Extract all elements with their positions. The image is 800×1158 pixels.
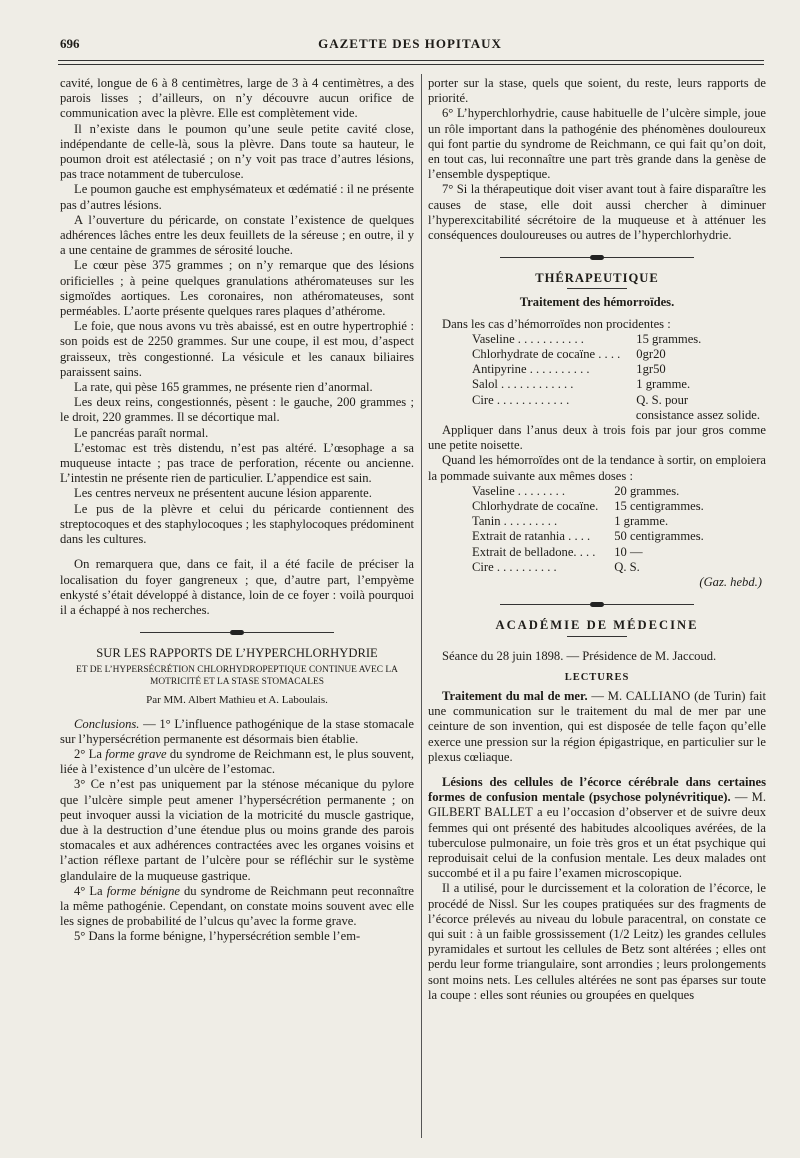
report-subtitle: ET DE L’HYPERSÉCRÉTION CHLORHYDROPEPTIQUE CONTINUE AVEC LA MOTRICITÉ ET LA STASE STOMACALES [76,665,398,688]
emphasis: forme bénigne [106,883,180,898]
prescription-ingredient: Vaseline . . . . . . . . . . . [472,331,584,346]
page-number: 696 [60,36,80,51]
paragraph: Le poumon gauche est emphysémateux et œdématié : il ne présente pas d’autres lésions. [60,182,414,212]
paragraph: Les deux reins, congestionnés, pèsent : le gauche, 200 grammes ; le droit, 220 grammes. Il se décortique mal. [60,395,414,425]
conclusion-5: 5° Dans la forme bénigne, l’hypersécrétion semble l’em- [74,929,361,944]
paragraph: Les centres nerveux ne présentent aucune lésion apparente. [74,486,372,501]
prescription-ingredient: Cire . . . . . . . . . . . . [472,392,570,407]
conclusion-1: — 1° L’influence pathogénique de la stase stomacale sur l’hypersécrétion permanente est désormais bien établie. [60,716,414,746]
prescription-quantity: 0gr20 [636,347,666,362]
paragraph: Le foie, que nous avons vu très abaissé, est en outre hypertrophié : son poids est de 2250 grammes. Sur une coupe, il est mou, d’aspect graisseux, très congestionné. La vésicule et les canaux biliaires paraissent sains. [60,319,414,379]
paragraph: L’estomac est très distendu, n’est pas altéré. L’œsophage a sa muqueuse intacte ; pas trace de perforation, récente ou ancienne. L’intestin ne présente rien de particulier. L’appendice est sain. [60,440,414,486]
article-author: — M. GILBERT BALLET [428,790,766,820]
article-title: Traitement du mal de mer. [442,688,588,703]
session-line: Séance du 28 juin 1898. — Présidence de M. Jaccoud. [442,648,717,663]
conclusion-6: 6° L’hyperchlorhydrie, cause habituelle de l’ulcère simple, joue un rôle important dans la pathogénie des phénomènes douloureux qui font partie du syndrome de Reichmann, ce qui fait qu’on doit, en tout cas, lui reconnaître une part très grande dans la genèse de l’ensemble dyspeptique. [428,106,766,182]
paragraph: Dans les cas d’hémorroïdes non procidentes : [442,316,671,331]
emphasis: forme grave [105,746,167,761]
prescription-ingredient: Antipyrine . . . . . . . . . . [472,362,590,377]
conclusion-3: 3° Ce n’est pas uniquement par la sténose mécanique du pylore que l’ulcère simple peut amener l’hypersécrétion permanente ; on peut invoquer aussi la viciation de la motricité du muscle gastrique, due à la destruction d’une étendue plus ou moins grande des parois stomacales et aux adhérences contractées avec les organes voisins et l’action réflexe partant de l’ulcère pour se réfléchir sur le système glandulaire de la muqueuse gastrique. [60,777,414,883]
ornament-divider [428,251,766,263]
paragraph: Quand les hémorroïdes ont de la tendance à sortir, on emploiera la pommade suivante aux mêmes doses : [428,453,766,483]
report-title: SUR LES RAPPORTS DE L’HYPERCHLORHYDRIE [96,646,378,661]
prescription-ingredient: Extrait de belladone. . . . [472,544,596,559]
prescription-quantity: 50 centigrammes. [614,529,704,544]
paragraph: porter sur la stase, quels que soient, du reste, leurs rapports de priorité. [428,76,766,106]
prescription-quantity: 20 grammes. [614,483,680,498]
article-author: — M. CALLIANO [587,688,691,703]
prescription-note: consistance assez solide. [635,407,760,422]
source-citation: (Gaz. hebd.) [699,575,762,590]
page-header [60,36,760,56]
prescription-quantity: Q. S. pour [636,392,689,407]
ornament-divider [60,626,414,638]
prescription-quantity: 1 gramme. [636,377,691,392]
prescription-ingredient: Tanin . . . . . . . . . [472,514,558,529]
report-authors: Par MM. Albert Mathieu et A. Laboulais. [146,694,328,707]
prescription-ingredient: Salol . . . . . . . . . . . . [472,377,574,392]
prescription-ingredient: Chlorhydrate de cocaïne . . . . [472,347,621,362]
prescription-ingredient: Extrait de ratanhia . . . . [472,529,591,544]
prescription-quantity: 15 grammes. [636,331,702,346]
paragraph: A l’ouverture du péricarde, on constate l’existence de quelques adhérences lâches entre les deux feuillets de la séreuse ; en outre, il y a une centaine de grammes de sérosité louche. [60,212,414,258]
subheading: Traitement des hémorroïdes. [519,295,675,310]
right-column: porter sur la stase, quels que soient, du reste, leurs rapports de priorité. 6° L’hyperchlorhydrie, cause habituelle de l’ulcère simple, joue un rôle important dans la pathogénie des phénomènes douloureux qui font partie du syndrome de Reichmann, ce qui fait qu’on doit, en tout cas, lui reconnaître une part très grande dans la genèse de l’ensemble dyspeptique. 7° Si la thérapeutique doit viser avant tout à faire disparaître les causes de stase, elle doit aussi chercher à diminuer l’hyperexcitabilité sécrétoire de la muqueuse et à atténuer les conséquences douloureuses ou autres de l’hyperchlorhydrie. THÉRAPEUTIQUE Traitement des hémorroïdes. Dans les cas d’hémorroïdes non procidentes : Vaseline . . . . . . . . . . . 15 grammes. Chlorhydrate de cocaïne . . . . 0gr20 Antipyrine . . . . . . . . . . 1gr50 Salol . . . . . . . . . . . . 1 gramme. Cire . . . . . . . . . . . . Q. S. pour consistance assez solide. Appliquer dans l’anus deux à trois fois par jour gros comme une petite noisette. Quand les hémorroïdes ont de la tendance à sortir, on emploiera la pommade suivante aux mêmes doses : Vaseline . . . . . . . . 20 grammes. Chlorhydrate de cocaïne. 15 centigrammes. Tanin . . . . . . . . . 1 gramme. Extrait de ratanhia . . . . 50 centigrammes. Extrait de belladone. . . . 10 — Cire . . . . . . . . . . Q. S. (Gaz. hebd.) ACADÉMIE DE MÉDECINE Séance du 28 juin 1898. — Présidence de M. Jaccoud. LECTURES Traitement du mal de mer. — M. CALLIANO (de Turin) fait une communication sur le traitement du mal de mer par une ceinture de son invention, qui est disposée de telle façon qu’elle exerce une pression sur la région épigastrique, en particulier sur le plexus cœliaque. Lésions des cellules de l’écorce cérébrale dans certaines formes de confusion mentale (psychose polynévritique). — M. GILBERT BALLET a eu l’occasion d’observer et de suivre deux femmes qui ont présenté des habitudes alcooliques avérées, de la tuberculose pulmonaire, un foie très gros et un état psychique qui reproduisait celui de la confusion mentale. Les deux malades ont succombé et il a pu faire l’examen microscopique. Il a utilisé, pour le durcissement et la coloration de l’écorce, le procédé de Nissl. Sur les coupes pratiquées sur des fragments de l’écorce prélevés au niveau du lobule paracentral, on constate ce qui suit : à un faible grossissement (1/2 Leitz) les grandes cellules pyramidales et surtout les cellules de Betz sont altérées ; elles ont perdu leur forme triangulaire, sont arrondies ; leurs prolongements sont moins nets. Les cellules altérées ne sont pas éparses sur toute la coupe : elles sont réunies ou groupées en quelques [428,76,767,1002]
paragraph: Il n’existe dans le poumon qu’une seule petite cavité close, indépendante de celle-là, sous la plèvre. Dans toute sa hauteur, le poumon droit est atélectasié ; on n’y voit pas trace d’autres lésions, pas trace notamment de tuberculose. [60,121,414,182]
article-title: Lésions des cellules de l’écorce cérébrale dans certaines formes de confusion mentale (psychose polynévritique). [428,774,766,805]
prescription-ingredient: Cire . . . . . . . . . . [472,559,557,574]
header-rule [58,60,764,61]
prescription-quantity: 10 — [614,544,643,559]
paragraph: Le cœur pèse 375 grammes ; on n’y remarque que des lésions orificielles ; à peine quelques granulations athéromateuses sur les sigmoïdes aortiques. Les coronaires, non athéromateuses, sont perméables. L’aorte présente quelques rares plaques d’athérome. [60,258,414,319]
prescription-quantity: 15 centigrammes. [614,499,704,514]
prescription-table-2 [472,484,704,575]
conclusions-label: Conclusions. [74,716,140,731]
lectures-heading: LECTURES [564,671,630,683]
section-title-therapeutique: THÉRAPEUTIQUE [535,271,659,286]
header-rule-double [58,64,764,65]
ornament-divider [428,598,766,610]
conclusion-7: 7° Si la thérapeutique doit viser avant tout à faire disparaître les causes de stase, elle doit aussi chercher à diminuer l’hyperexcitabilité sécrétoire de la muqueuse et à atténuer les conséquences douloureuses ou autres de l’hyperchlorhydrie. [428,182,766,243]
prescription-ingredient: Chlorhydrate de cocaïne. [472,499,599,514]
paragraph-conclusion: On remarquera que, dans ce fait, il a été facile de préciser la localisation du foyer gangreneux ; que, d’autre part, l’empyème enkysté s’était développé à distance, loin de ce foyer : voilà pourquoi il a échappé à nos recherches. [60,557,414,617]
paragraph: La rate, qui pèse 165 grammes, ne présente rien d’anormal. [74,380,373,395]
paragraph: cavité, longue de 6 à 8 centimètres, large de 3 à 4 centimètres, a des parois lisses ; d’ailleurs, on n’y découvre aucun orifice de communication avec la plèvre. Elle est complètement vide. [60,76,414,121]
paragraph: Appliquer dans l’anus deux à trois fois par jour gros comme une petite noisette. [428,423,766,453]
prescription-table-1 [472,332,701,408]
section-title-academie: ACADÉMIE DE MÉDECINE [495,618,699,633]
prescription-quantity: 1gr50 [636,362,666,377]
prescription-quantity: 1 gramme. [614,514,669,529]
prescription-quantity: Q. S. [614,559,640,574]
journal-title: GAZETTE DES HOPITAUX [318,36,502,51]
left-column: cavité, longue de 6 à 8 centimètres, large de 3 à 4 centimètres, a des parois lisses ; d’ailleurs, on n’y découvre aucun orifice de communication avec la plèvre. Elle est complètement vide. Il n’existe dans le poumon qu’une seule petite cavité close, indépendante de celle-là, sous la plèvre. Dans toute sa hauteur, le poumon droit est atélectasié ; on n’y voit pas trace d’autres lésions, pas trace notamment de tuberculose. Le poumon gauche est emphysémateux et œdématié : il ne présente pas d’autres lésions. A l’ouverture du péricarde, on constate l’existence de quelques adhérences lâches entre les deux feuillets de la séreuse ; en outre, il y a une centaine de grammes de sérosité louche. Le cœur pèse 375 grammes ; on n’y remarque que des lésions orificielles ; à peine quelques granulations athéromateuses sur les sigmoïdes aortiques. Les coronaires, non athéromateuses, sont perméables. L’aorte présente quelques rares plaques d’athérome. Le foie, que nous avons vu très abaissé, est en outre hypertrophié : son poids est de 2250 grammes. Sur une coupe, il est mou, d’aspect graisseux, très congestionné. La vésicule et les canaux biliaires paraissent sains. La rate, qui pèse 165 grammes, ne présente rien d’anormal. Les deux reins, congestionnés, pèsent : le gauche, 200 grammes ; le droit, 220 grammes. Il se décortique mal. Le pancréas paraît normal. L’estomac est très distendu, n’est pas altéré. L’œsophage a sa muqueuse intacte ; pas trace de perforation, récente ou ancienne. L’intestin ne présente rien de particulier. L’appendice est sain. Les centres nerveux ne présentent aucune lésion apparente. Le pus de la plèvre et celui du péricarde contiennent des streptocoques et des staphylocoques ; les staphylocoques prédominent dans les cultures. On remarquera que, dans ce fait, il a été facile de préciser la localisation du foyer gangreneux ; que, d’autre part, l’empyème enkysté s’était développé à distance, loin de ce foyer : voilà pourquoi il a échappé à nos recherches. SUR LES RAPPORTS DE L’HYPERCHLORHYDRIE ET DE L’HYPERSÉCRÉTION CHLORHYDROPEPTIQUE CONTINUE AVEC LA MOTRICITÉ ET LA STASE STOMACALES Par MM. Albert Mathieu et A. Laboulais. Conclusions. — 1° L’influence pathogénique de la stase stomacale sur l’hypersécrétion permanente est désormais bien établie. 2° La forme grave du syndrome de Reichmann est, le plus souvent, liée à l’existence d’un ulcère de l’estomac. 3° Ce n’est pas uniquement par la sténose mécanique du pylore que l’ulcère simple peut amener l’hypersécrétion permanente ; on peut invoquer aussi la viciation de la motricité du muscle gastrique, due à la destruction d’une étendue plus ou moins grande des parois stomacales et aux adhérences contractées avec les organes voisins et l’action réflexe partant de l’ulcère pour se réfléchir sur le système glandulaire de la muqueuse gastrique. 4° La forme bénigne du syndrome de Reichmann peut reconnaître la même pathogénie. Cependant, on constate moins souvent avec elle les signes de probabilité de l’ulcus qu’avec la forme grave. 5° Dans la forme bénigne, l’hypersécrétion semble l’em- [60,76,414,944]
column-separator [421,74,422,1138]
prescription-ingredient: Vaseline . . . . . . . . [472,483,566,498]
paragraph: Il a utilisé, pour le durcissement et la coloration de l’écorce, le procédé de Nissl. Sur les coupes pratiquées sur des fragments de l’écorce prélevés au niveau du lobule paracentral, on constate ce qui suit : à un faible grossissement (1/2 Leitz) les grandes cellules pyramidales et surtout les cellules de Betz sont altérées ; elles ont perdu leur forme triangulaire, sont arrondies ; leurs prolongements sont moins nets. Les cellules altérées ne sont pas éparses sur toute la coupe : elles sont réunies ou groupées en quelques [428,881,766,1002]
paragraph: Le pus de la plèvre et celui du péricarde contiennent des streptocoques et des staphylocoques ; les staphylocoques prédominent dans les cultures. [60,501,414,547]
paragraph: Le pancréas paraît normal. [74,425,209,440]
